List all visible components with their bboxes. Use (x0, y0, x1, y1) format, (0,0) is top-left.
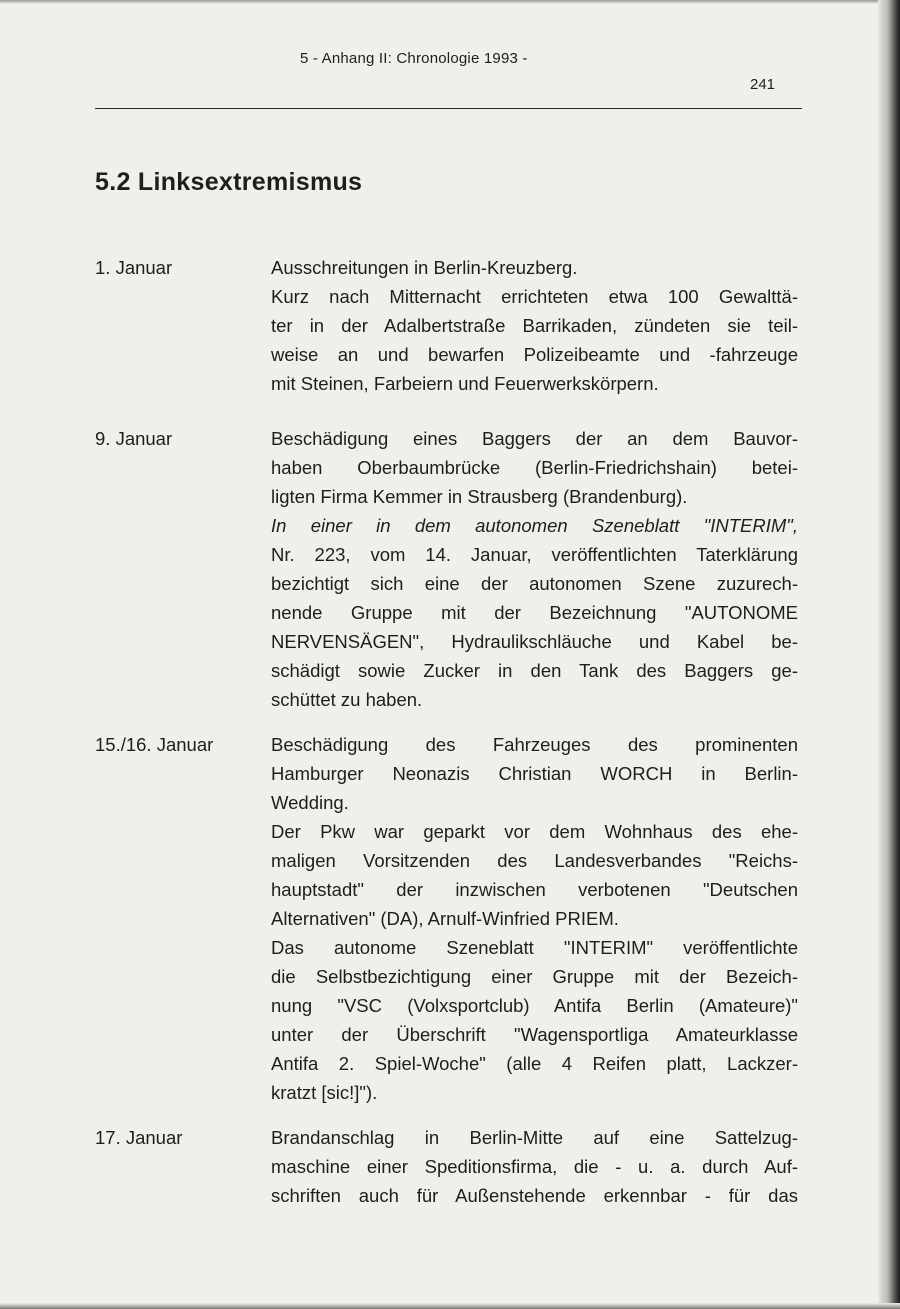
entry-date: 9. Januar (95, 428, 173, 449)
entry-line: hauptstadt" der inzwischen verbotenen "Deutschen (271, 879, 798, 900)
entry-line: unter der Überschrift "Wagensportliga Amateurklasse (271, 1024, 798, 1045)
entry-line: NERVENSÄGEN", Hydraulikschläuche und Kabel be- (271, 631, 798, 652)
entry-line: schädigt sowie Zucker in den Tank des Baggers ge- (271, 660, 798, 681)
book-binding-edge (878, 0, 900, 1309)
entry-line: maschine einer Speditionsfirma, die - u. a. durch Auf- (271, 1156, 798, 1177)
entry-date: 1. Januar (95, 257, 173, 278)
entry-line: nung "VSC (Volxsportclub) Antifa Berlin (Amateure)" (271, 995, 798, 1016)
entry-line: mit Steinen, Farbeiern und Feuerwerkskörpern. (271, 373, 659, 394)
entry-line: kratzt [sic!]"). (271, 1082, 378, 1103)
entry-date: 15./16. Januar (95, 734, 214, 755)
entry-text (271, 424, 798, 714)
entry-line: weise an und bewarfen Polizeibeamte und -fahrzeuge (271, 344, 798, 365)
entry-line: maligen Vorsitzenden des Landesverbandes "Reichs- (271, 850, 798, 871)
section-title: 5.2 Linksextremismus (95, 168, 363, 196)
entry-line: Nr. 223, vom 14. Januar, veröffentlichten Taterklärung (271, 544, 798, 565)
entry-line: Kurz nach Mitternacht errichteten etwa 100 Gewalttä- (271, 286, 798, 307)
entry-date: 17. Januar (95, 1127, 183, 1148)
entry-line: bezichtigt sich eine der autonomen Szene zuzurech- (271, 573, 798, 594)
entry-text (271, 253, 798, 398)
page-number: 241 (750, 76, 776, 93)
entry-line: Beschädigung des Fahrzeuges des prominenten (271, 734, 798, 755)
entry-line: In einer in dem autonomen Szeneblatt "INTERIM", (271, 515, 798, 536)
entry-line: Der Pkw war geparkt vor dem Wohnhaus des ehe- (271, 821, 798, 842)
entry-line: Ausschreitungen in Berlin-Kreuzberg. (271, 257, 578, 278)
entry-line: Brandanschlag in Berlin-Mitte auf eine Sattelzug- (271, 1127, 798, 1148)
entry-line: Das autonome Szeneblatt "INTERIM" veröffentlichte (271, 937, 798, 958)
page-top-edge (0, 0, 900, 4)
entry-line: Alternativen" (DA), Arnulf-Winfried PRIEM. (271, 908, 619, 929)
entry-line: Wedding. (271, 792, 349, 813)
entry-line: schüttet zu haben. (271, 689, 423, 710)
entry-line: ligten Firma Kemmer in Strausberg (Brandenburg). (271, 486, 688, 507)
entry-line: Beschädigung eines Baggers der an dem Bauvor- (271, 428, 798, 449)
entry-line: Antifa 2. Spiel-Woche" (alle 4 Reifen platt, Lackzer- (271, 1053, 798, 1074)
entry-line: haben Oberbaumbrücke (Berlin-Friedrichshain) betei- (271, 457, 798, 478)
entry-line: die Selbstbezichtigung einer Gruppe mit der Bezeich- (271, 966, 798, 987)
header-rule (95, 108, 802, 109)
page-bottom-edge (0, 1303, 900, 1309)
entry-line: nende Gruppe mit der Bezeichnung "AUTONOME (271, 602, 798, 623)
entry-text (271, 1123, 798, 1210)
entry-line: Hamburger Neonazis Christian WORCH in Berlin- (271, 763, 798, 784)
running-header: 5 - Anhang II: Chronologie 1993 - (300, 50, 528, 67)
entry-line: ter in der Adalbertstraße Barrikaden, zündeten sie teil- (271, 315, 798, 336)
entry-text (271, 730, 798, 1107)
entry-line: schriften auch für Außenstehende erkennbar - für das (271, 1185, 798, 1206)
